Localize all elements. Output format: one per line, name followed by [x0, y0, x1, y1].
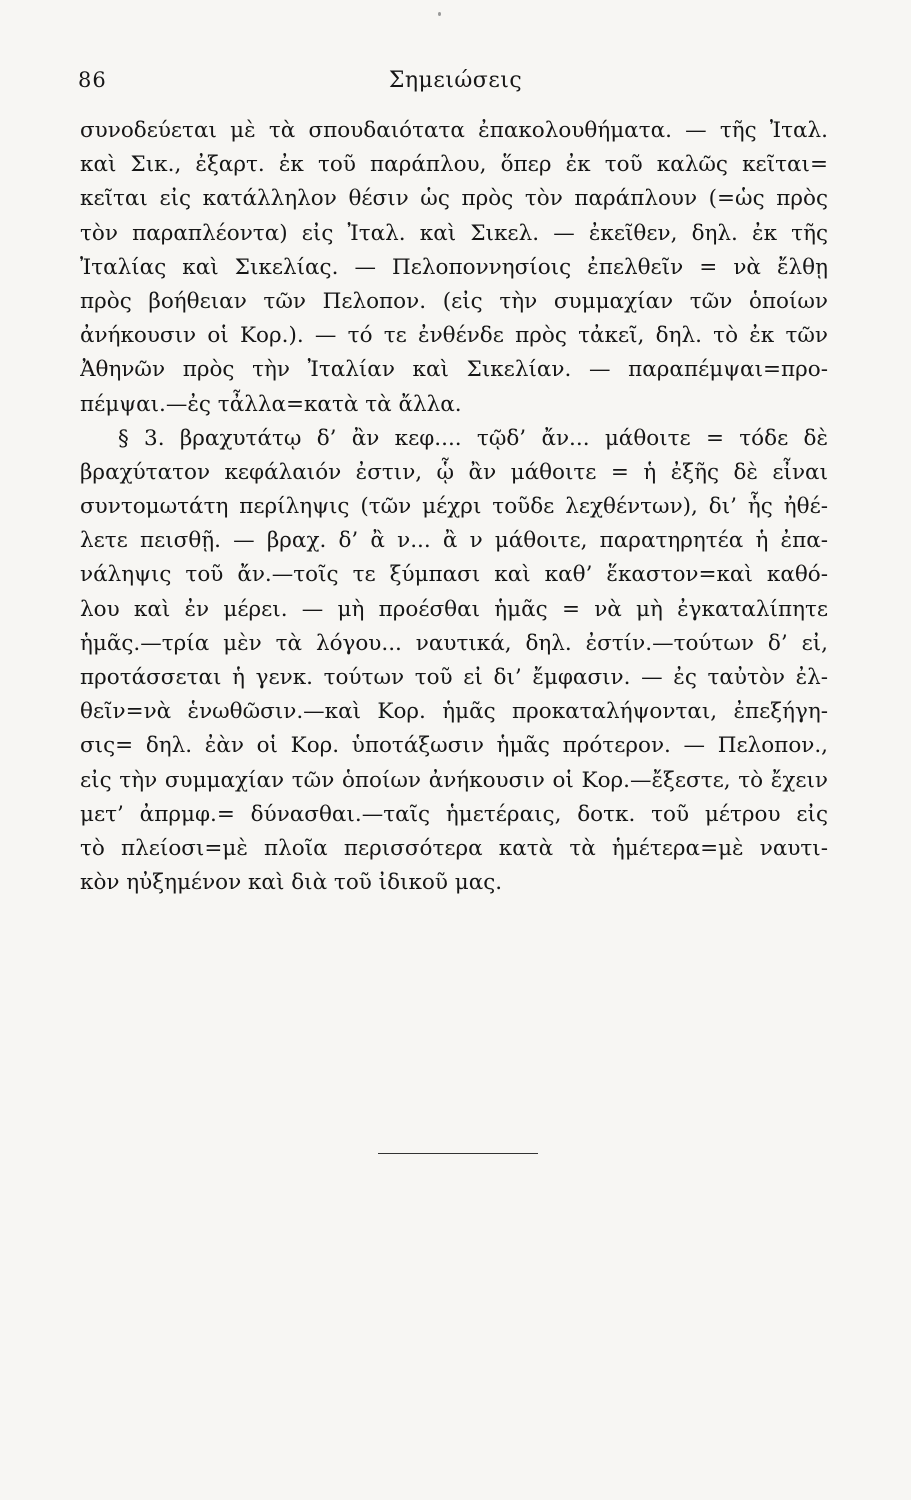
text-line: συνοδεύεται μὲ τὰ σπουδαιότατα ἐπακολουθήματα. — τῆς Ἰταλ.: [80, 118, 828, 143]
text-line: καὶ Σικ., ἐξαρτ. ἐκ τοῦ παράπλου, ὅπερ ἐκ τοῦ καλῶς κεῖται=: [80, 152, 828, 178]
text-line: τὸν παραπλέοντα) εἰς Ἰταλ. καὶ Σικελ. — ἐκεῖθεν, δηλ. ἐκ τῆς: [80, 220, 828, 246]
text-line: μετ’ ἀπρμφ.= δύνασθαι.—ταῖς ἡμετέραις, δοτκ. τοῦ μέτρου εἰς: [80, 801, 828, 827]
section-divider-rule: [378, 1153, 538, 1154]
text-line: εἰς τὴν συμμαχίαν τῶν ὁποίων ἀνήκουσιν οἱ Κορ.—ἔξεστε, τὸ ἔχειν: [80, 767, 828, 793]
text-line: Ἰταλίας καὶ Σικελίας. — Πελοποννησίοις ἐπελθεῖν = νὰ ἔλθῃ: [80, 254, 828, 280]
text-line: κὸν ηὐξημένον καὶ διὰ τοῦ ἰδικοῦ μας.: [80, 870, 503, 896]
ink-speck: [438, 12, 441, 16]
text-line: νάληψις τοῦ ἄν.—τοῖς τε ξύμπασι καὶ καθ’ ἕκαστον=καὶ καθό-: [80, 562, 828, 588]
page-header: [0, 58, 911, 98]
notes-text: [80, 114, 828, 900]
text-line: ἡμᾶς.—τρία μὲν τὰ λόγου... ναυτικά, δηλ. ἐστίν.—τούτων δ’ εἰ,: [80, 630, 828, 656]
text-line: κεῖται εἰς κατάλληλον θέσιν ὡς πρὸς τὸν παράπλουν (=ὡς πρὸς: [80, 186, 828, 212]
text-line: ἀνήκουσιν οἱ Κορ.). — τό τε ἐνθένδε πρὸς τἀκεῖ, δηλ. τὸ ἐκ τῶν: [80, 323, 828, 349]
text-line: τὸ πλείοσι=μὲ πλοῖα περισσότερα κατὰ τὰ ἡμέτερα=μὲ ναυτι-: [80, 835, 828, 861]
text-line: συντομωτάτη περίληψις (τῶν μέχρι τοῦδε λεχθέντων), δι’ ἧς ἠθέ-: [80, 494, 828, 520]
text-line: θεῖν=νὰ ἑνωθῶσιν.—καὶ Κορ. ἡμᾶς προκαταλήψονται, ἐπεξήγη-: [80, 699, 828, 725]
text-line: βραχύτατον κεφάλαιόν ἐστιν, ᾧ ἂν μάθοιτε = ἡ ἐξῆς δὲ εἶναι: [80, 459, 828, 485]
text-line: Ἀθηνῶν πρὸς τὴν Ἰταλίαν καὶ Σικελίαν. — παραπέμψαι=προ-: [80, 357, 828, 383]
text-line: πρὸς βοήθειαν τῶν Πελοπον. (εἰς τὴν συμμαχίαν τῶν ὁποίων: [80, 288, 828, 314]
text-line: λου καὶ ἐν μέρει. — μὴ προέσθαι ἡμᾶς = νὰ μὴ ἐγκαταλίπητε: [80, 596, 828, 622]
page-number: 86: [78, 68, 107, 92]
section-start-line: § 3. βραχυτάτῳ δ’ ἂν κεφ.... τῷδ’ ἄν... μάθοιτε = τόδε δὲ: [118, 425, 828, 451]
text-line: λετε πεισθῇ. — βραχ. δ’ ἂ ν... ἂ ν μάθοιτε, παρατηρητέα ἡ ἐπα-: [80, 528, 828, 554]
text-line: πέμψαι.—ἐς τἆλλα=κατὰ τὰ ἄλλα.: [80, 391, 462, 417]
text-line: προτάσσεται ἡ γενκ. τούτων τοῦ εἰ δι’ ἔμφασιν. — ἐς ταὐτὸν ἐλ-: [80, 665, 828, 690]
running-title: Σημειώσεις: [388, 68, 523, 93]
text-line: σις= δηλ. ἐὰν οἱ Κορ. ὑποτάξωσιν ἡμᾶς πρότερον. — Πελοπον.,: [80, 733, 828, 759]
